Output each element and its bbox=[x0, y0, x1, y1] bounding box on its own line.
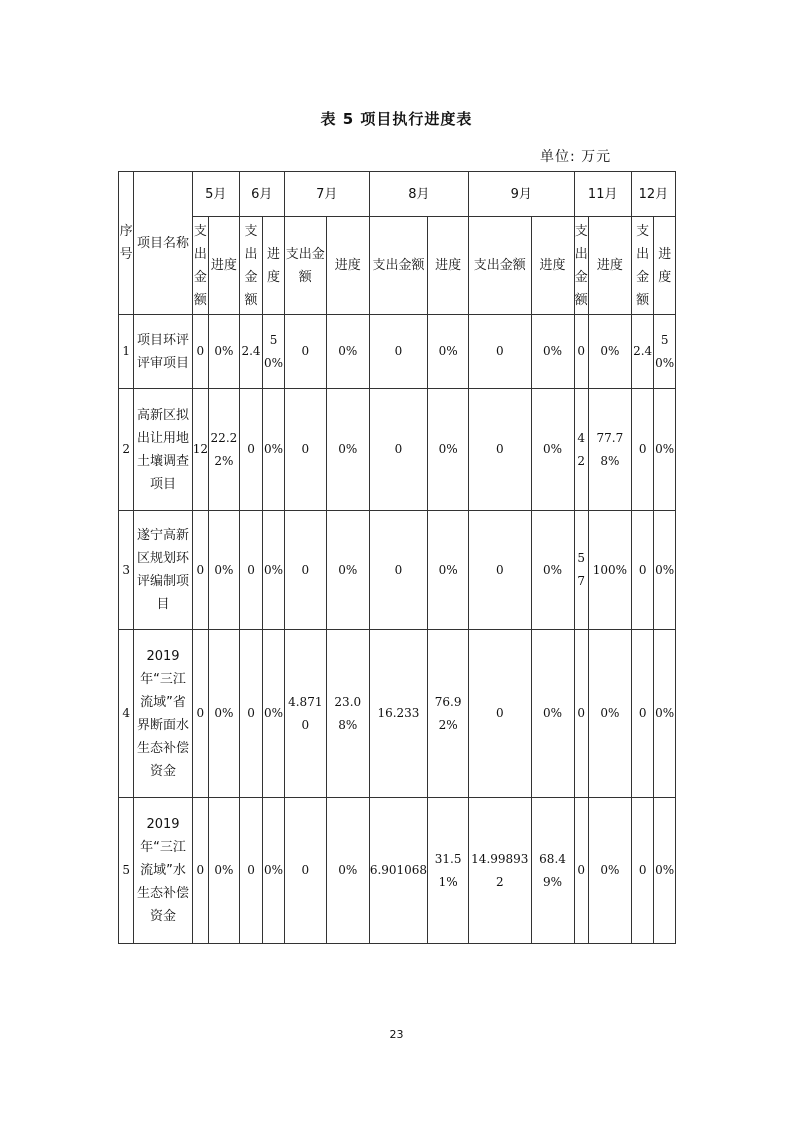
cell: 0 bbox=[192, 315, 208, 389]
cell: 0 bbox=[469, 389, 531, 511]
cell: 0% bbox=[326, 389, 369, 511]
unit-label: 单位: 万元 bbox=[540, 149, 612, 165]
header-progress: 进度 bbox=[428, 217, 469, 315]
header-month-5: 5月 bbox=[192, 172, 239, 217]
cell: 0 bbox=[369, 511, 427, 630]
cell: 77.78% bbox=[588, 389, 631, 511]
cell: 0% bbox=[531, 511, 574, 630]
table-row bbox=[119, 630, 676, 798]
cell: 68.49% bbox=[531, 798, 574, 944]
cell: 0 bbox=[369, 389, 427, 511]
table-row bbox=[119, 389, 676, 511]
cell: 16.233 bbox=[369, 630, 427, 798]
header-name: 项目名称 bbox=[134, 172, 192, 315]
header-seq: 序号 bbox=[119, 172, 134, 315]
row-name: 2019年“三江流域”省界断面水生态补偿资金 bbox=[134, 630, 192, 798]
row-name: 2019年“三江流域”水生态补偿资金 bbox=[134, 798, 192, 944]
cell: 0% bbox=[263, 798, 285, 944]
cell: 0% bbox=[588, 798, 631, 944]
table-row bbox=[119, 798, 676, 944]
cell: 0% bbox=[588, 315, 631, 389]
cell: 0% bbox=[654, 798, 676, 944]
header-progress: 进度 bbox=[209, 217, 240, 315]
cell: 0% bbox=[428, 389, 469, 511]
row-seq: 3 bbox=[119, 511, 134, 630]
cell: 0% bbox=[428, 511, 469, 630]
header-month-8: 8月 bbox=[369, 172, 468, 217]
cell: 0% bbox=[326, 315, 369, 389]
header-progress: 进度 bbox=[654, 217, 676, 315]
progress-table bbox=[118, 171, 676, 944]
cell: 0 bbox=[284, 798, 326, 944]
cell: 0 bbox=[192, 798, 208, 944]
row-seq: 4 bbox=[119, 630, 134, 798]
header-month-6: 6月 bbox=[239, 172, 284, 217]
cell: 0% bbox=[263, 630, 285, 798]
cell: 0 bbox=[469, 630, 531, 798]
cell: 0% bbox=[209, 315, 240, 389]
row-name: 遂宁高新区规划环评编制项目 bbox=[134, 511, 192, 630]
header-month-7: 7月 bbox=[284, 172, 369, 217]
cell: 0% bbox=[263, 389, 285, 511]
cell: 0% bbox=[263, 511, 285, 630]
cell: 0 bbox=[239, 389, 263, 511]
cell: 4.8710 bbox=[284, 630, 326, 798]
cell: 0% bbox=[531, 315, 574, 389]
header-amount: 支出金额 bbox=[369, 217, 427, 315]
cell: 0 bbox=[239, 511, 263, 630]
header-progress: 进度 bbox=[531, 217, 574, 315]
cell: 0% bbox=[654, 511, 676, 630]
header-progress: 进度 bbox=[326, 217, 369, 315]
cell: 2.4 bbox=[631, 315, 654, 389]
table-row bbox=[119, 315, 676, 389]
cell: 76.92% bbox=[428, 630, 469, 798]
cell: 0 bbox=[574, 315, 588, 389]
cell: 0% bbox=[531, 630, 574, 798]
table-title: 表 5 项目执行进度表 bbox=[320, 110, 473, 128]
cell: 0 bbox=[192, 630, 208, 798]
header-month-9: 9月 bbox=[469, 172, 574, 217]
header-amount: 支出金额 bbox=[284, 217, 326, 315]
cell: 0% bbox=[326, 511, 369, 630]
cell: 23.08% bbox=[326, 630, 369, 798]
header-amount: 支出金额 bbox=[574, 217, 588, 315]
header-row-sub bbox=[119, 217, 676, 315]
cell: 0% bbox=[209, 798, 240, 944]
cell: 6.901068 bbox=[369, 798, 427, 944]
header-month-12: 12月 bbox=[631, 172, 675, 217]
header-amount: 支出金额 bbox=[239, 217, 263, 315]
cell: 0 bbox=[631, 798, 654, 944]
header-amount: 支出金额 bbox=[631, 217, 654, 315]
row-name: 高新区拟出让用地土壤调查项目 bbox=[134, 389, 192, 511]
cell: 0% bbox=[588, 630, 631, 798]
page-number: 23 bbox=[389, 1028, 404, 1041]
cell: 0 bbox=[284, 511, 326, 630]
cell: 0 bbox=[574, 798, 588, 944]
header-month-11: 11月 bbox=[574, 172, 631, 217]
cell: 12 bbox=[192, 389, 208, 511]
header-progress: 进度 bbox=[263, 217, 285, 315]
cell: 0 bbox=[631, 630, 654, 798]
cell: 0 bbox=[239, 630, 263, 798]
cell: 0% bbox=[654, 630, 676, 798]
cell: 50% bbox=[263, 315, 285, 389]
cell: 100% bbox=[588, 511, 631, 630]
cell: 0 bbox=[469, 511, 531, 630]
cell: 31.51% bbox=[428, 798, 469, 944]
cell: 0 bbox=[631, 389, 654, 511]
cell: 0% bbox=[209, 511, 240, 630]
row-seq: 1 bbox=[119, 315, 134, 389]
cell: 0% bbox=[428, 315, 469, 389]
cell: 0% bbox=[531, 389, 574, 511]
cell: 57 bbox=[574, 511, 588, 630]
cell: 0 bbox=[574, 630, 588, 798]
cell: 0 bbox=[239, 798, 263, 944]
header-amount: 支出金额 bbox=[469, 217, 531, 315]
cell: 14.998932 bbox=[469, 798, 531, 944]
row-seq: 5 bbox=[119, 798, 134, 944]
cell: 22.22% bbox=[209, 389, 240, 511]
row-name: 项目环评评审项目 bbox=[134, 315, 192, 389]
cell: 0 bbox=[284, 389, 326, 511]
row-seq: 2 bbox=[119, 389, 134, 511]
table-row bbox=[119, 511, 676, 630]
cell: 42 bbox=[574, 389, 588, 511]
cell: 0% bbox=[326, 798, 369, 944]
cell: 0 bbox=[631, 511, 654, 630]
cell: 0 bbox=[284, 315, 326, 389]
cell: 2.4 bbox=[239, 315, 263, 389]
cell: 50% bbox=[654, 315, 676, 389]
header-row-months bbox=[119, 172, 676, 217]
header-amount: 支出金额 bbox=[192, 217, 208, 315]
cell: 0 bbox=[192, 511, 208, 630]
cell: 0% bbox=[209, 630, 240, 798]
cell: 0% bbox=[654, 389, 676, 511]
cell: 0 bbox=[469, 315, 531, 389]
cell: 0 bbox=[369, 315, 427, 389]
header-progress: 进度 bbox=[588, 217, 631, 315]
